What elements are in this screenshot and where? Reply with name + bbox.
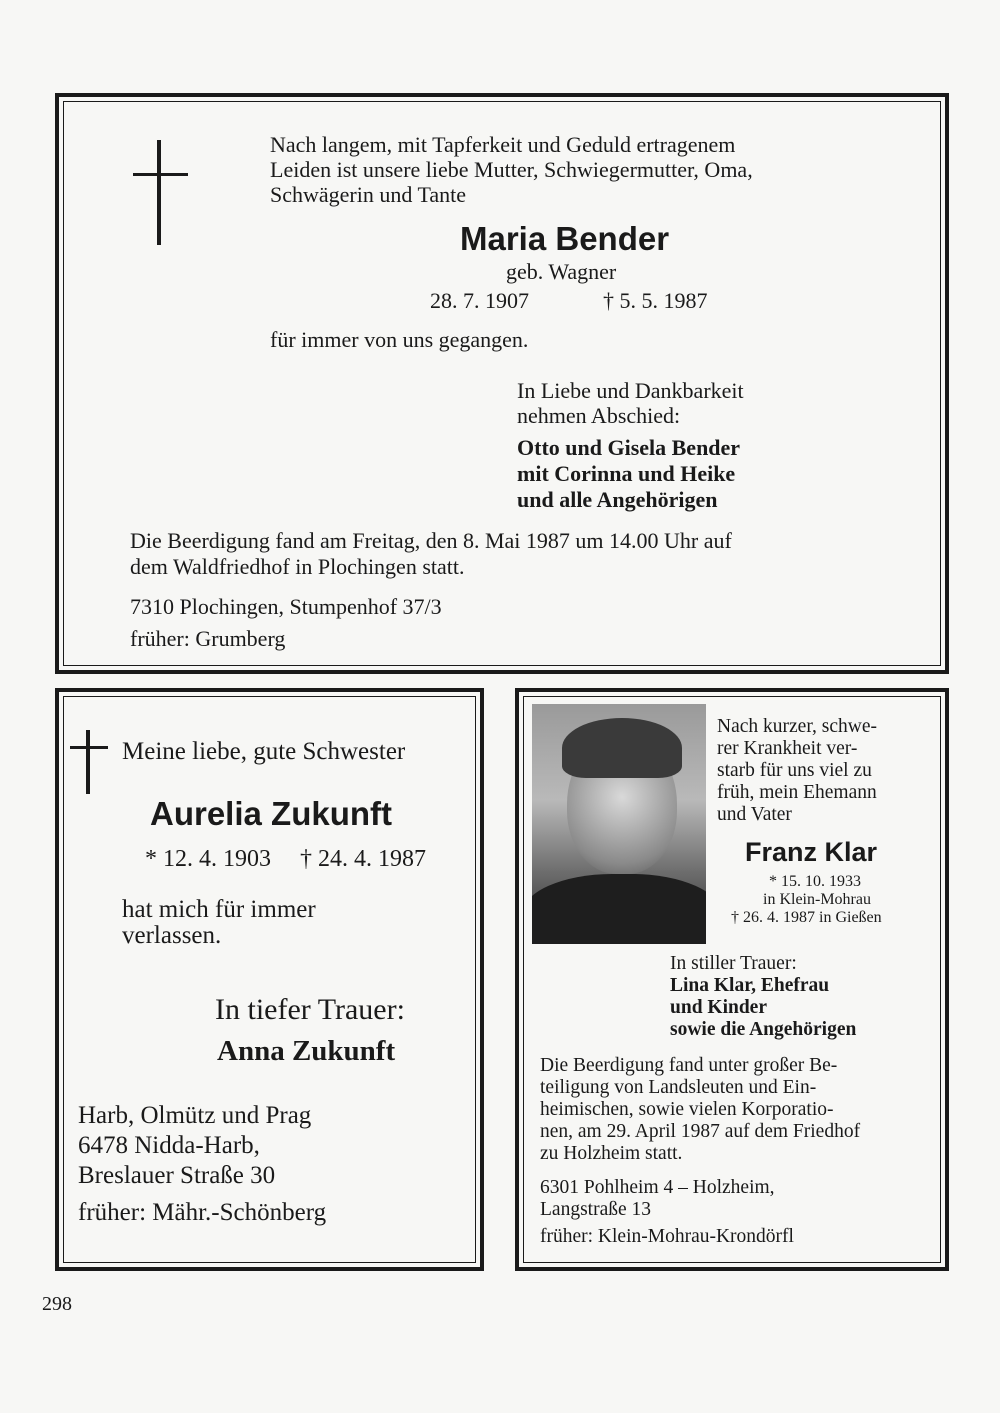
farewell-line-2: nehmen Abschied: (517, 403, 681, 428)
gone-text: für immer von uns gegangen. (270, 327, 529, 352)
left-line-2: verlassen. (122, 922, 222, 949)
portrait-photo (532, 704, 706, 944)
mourning-label: In stiller Trauer: (670, 953, 797, 974)
address-line-1: Harb, Olmütz und Prag (78, 1102, 312, 1129)
intro-line-2: Leiden ist unsere liebe Mutter, Schwiegermutter, Oma, (270, 157, 753, 182)
page-number: 298 (42, 1293, 72, 1315)
intro-line-1: Nach langem, mit Tapferkeit und Geduld ertragenem (270, 132, 736, 157)
mourning-label: In tiefer Trauer: (215, 993, 405, 1026)
funeral-line-1: Die Beerdigung fand am Freitag, den 8. Mai 1987 um 14.00 Uhr auf (130, 528, 732, 553)
birth-place: in Klein-Mohrau (763, 891, 871, 908)
funeral-line-5: zu Holzheim statt. (540, 1143, 683, 1164)
address-line-2: Langstraße 13 (540, 1199, 652, 1220)
intro-line-4: früh, mein Ehemann (717, 782, 877, 803)
address-line-2: 6478 Nidda-Harb, (78, 1132, 260, 1159)
left-line-1: hat mich für immer (122, 896, 316, 923)
deceased-name: Franz Klar (745, 837, 878, 867)
funeral-line-3: heimischen, sowie vielen Korporatio- (540, 1099, 834, 1120)
former-residence: früher: Klein-Mohrau-Krondörfl (540, 1226, 794, 1247)
death-date: † 26. 4. 1987 in Gießen (731, 909, 882, 926)
cross-icon (133, 140, 188, 245)
former-residence: früher: Grumberg (130, 626, 286, 651)
funeral-line-2: teiligung von Landsleuten und Ein- (540, 1077, 817, 1098)
cross-icon (70, 730, 108, 794)
intro-line-3: starb für uns viel zu (717, 760, 872, 781)
maiden-name: geb. Wagner (506, 259, 617, 284)
mourner-line-3: und alle Angehörigen (517, 487, 718, 512)
farewell-line-1: In Liebe und Dankbarkeit (517, 378, 744, 403)
funeral-line-1: Die Beerdigung fand unter großer Be- (540, 1055, 838, 1076)
mourner-name: Anna Zukunft (217, 1035, 396, 1067)
funeral-line-4: nen, am 29. April 1987 auf dem Friedhof (540, 1121, 861, 1142)
funeral-line-2: dem Waldfriedhof in Plochingen statt. (130, 554, 465, 579)
address-line-1: 6301 Pohlheim 4 – Holzheim, (540, 1177, 775, 1198)
mourner-line-2: und Kinder (670, 997, 767, 1018)
intro-line-5: und Vater (717, 804, 792, 825)
mourner-line-1: Otto und Gisela Bender (517, 435, 741, 460)
birth-date: 28. 7. 1907 (430, 288, 529, 313)
address-line-3: Breslauer Straße 30 (78, 1162, 276, 1189)
intro-line-3: Schwägerin und Tante (270, 182, 467, 207)
intro-line-1: Nach kurzer, schwe- (717, 716, 878, 737)
mourner-line-1: Lina Klar, Ehefrau (670, 975, 830, 996)
intro-text: Meine liebe, gute Schwester (122, 738, 406, 765)
deceased-name: Aurelia Zukunft (150, 795, 393, 832)
former-residence: früher: Mähr.-Schönberg (78, 1199, 327, 1226)
birth-date: * 12. 4. 1903 (145, 846, 271, 872)
address: 7310 Plochingen, Stumpenhof 37/3 (130, 594, 442, 619)
death-date: † 24. 4. 1987 (300, 846, 426, 872)
deceased-name: Maria Bender (460, 220, 670, 257)
intro-line-2: rer Krankheit ver- (717, 738, 858, 759)
mourner-line-3: sowie die Angehörigen (670, 1019, 857, 1040)
mourner-line-2: mit Corinna und Heike (517, 461, 736, 486)
birth-date: * 15. 10. 1933 (769, 873, 861, 890)
death-date: † 5. 5. 1987 (603, 288, 708, 313)
